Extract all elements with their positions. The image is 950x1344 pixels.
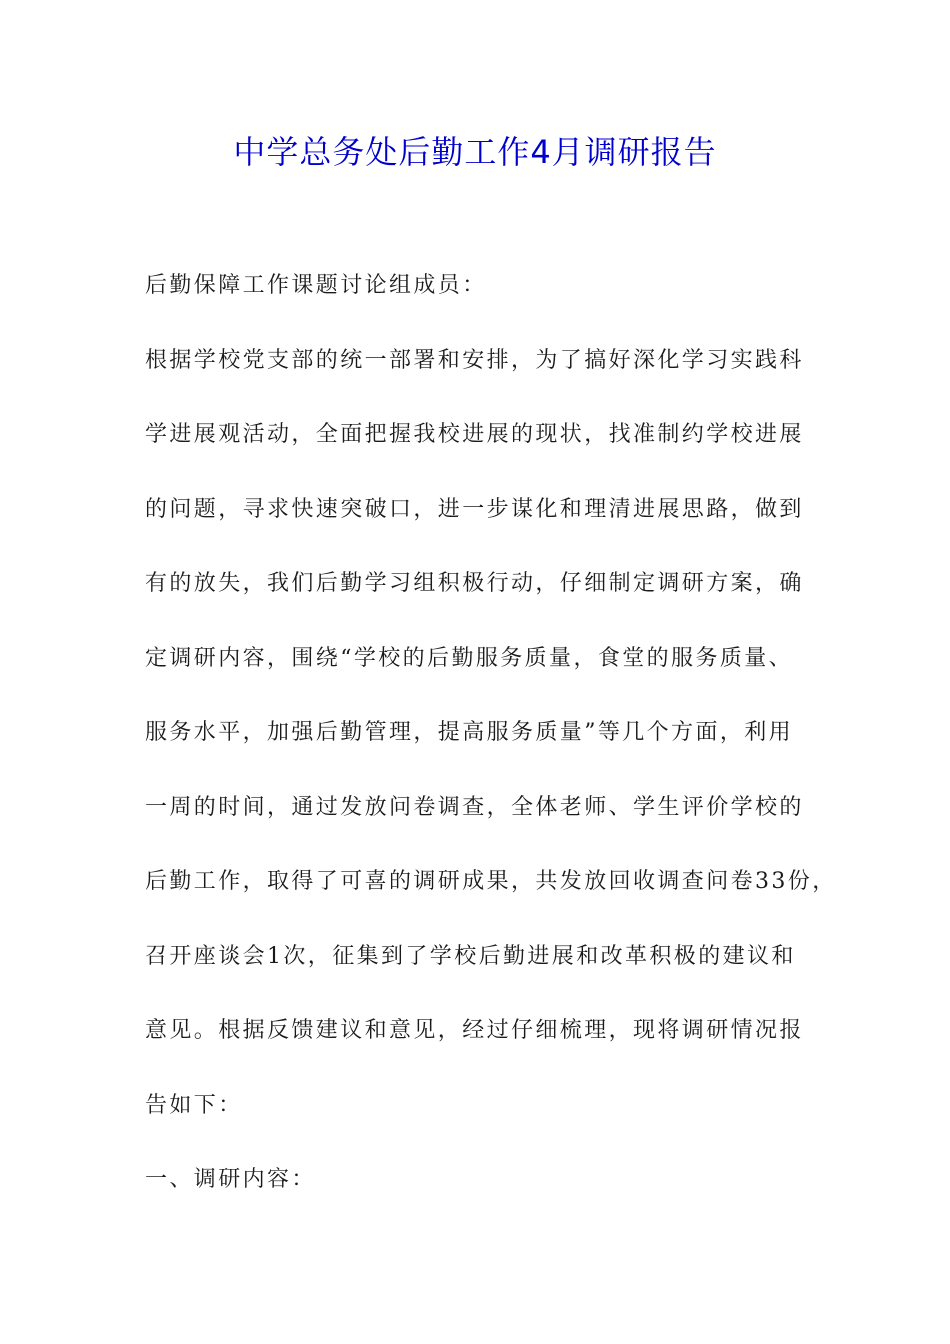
body-line: 告如下： xyxy=(145,1092,243,1118)
body-line: 根据学校党支部的统一部署和安排，为了搞好深化学习实践科 xyxy=(145,347,804,373)
body-line: 一周的时间，通过发放问卷调查，全体老师、学生评价学校的 xyxy=(145,794,804,820)
document-title: 中学总务处后勤工作4月调研报告 xyxy=(233,133,717,171)
body-line: 服务水平，加强后勤管理，提高服务质量”等几个方面，利用 xyxy=(145,720,794,745)
body-line: 定调研内容，围绕“学校的后勤服务质量，食堂的服务质量、 xyxy=(145,645,794,671)
body-line: 召开座谈会1次，征集到了学校后勤进展和改革积极的建议和 xyxy=(145,943,796,969)
body-line: 学进展观活动，全面把握我校进展的现状，找准制约学校进展 xyxy=(145,422,804,447)
body-line: 有的放失，我们后勤学习组积极行动，仔细制定调研方案，确 xyxy=(145,571,804,596)
body-line: 的问题，寻求快速突破口，进一步谋化和理清进展思路，做到 xyxy=(145,496,804,522)
document-body xyxy=(145,262,837,1231)
body-line-group-intro: 后勤保障工作课题讨论组成员： xyxy=(145,273,487,298)
section-heading: 一、调研内容： xyxy=(145,1167,316,1192)
body-line: 后勤工作，取得了可喜的调研成果，共发放回收调查问卷33份， xyxy=(145,869,837,894)
body-line: 意见。根据反馈建议和意见，经过仔细梳理，现将调研情况报 xyxy=(145,1018,804,1043)
